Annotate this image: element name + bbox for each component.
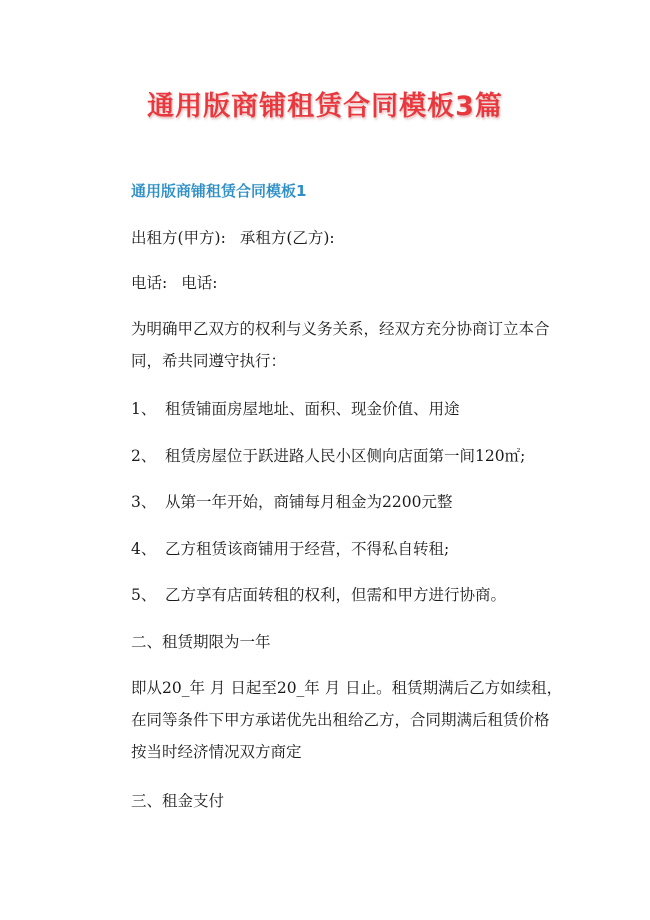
phones-line: [131, 267, 551, 299]
list-item-number: 3、: [131, 493, 157, 511]
list-item-number: 4、: [131, 540, 157, 558]
list-item: [131, 533, 571, 565]
term-paragraph: 即从20_年 月 日起至20_年 月 日止。租赁期满后乙方如续租，在同等条件下甲方承诺优先出租给乙方，合同期满后租赁价格按当时经济情况双方商定: [131, 679, 563, 761]
document-title: 通用版商铺租赁合同模板3篇: [147, 91, 503, 122]
section-title: 通用版商铺租赁合同模板1: [131, 182, 307, 200]
term-heading: 二、租赁期限为一年: [131, 633, 271, 651]
lessor-label: 出租方(甲方):: [131, 229, 226, 247]
list-item-number: 1、: [131, 400, 157, 418]
lessor-phone-label: 电话:: [131, 274, 168, 292]
list-item: [131, 393, 571, 425]
list-item-text: 租赁房屋位于跃进路人民小区侧向店面第一间120㎡;: [165, 447, 526, 465]
list-item-number: 5、: [131, 586, 157, 604]
lessee-phone-label: 电话:: [181, 274, 218, 292]
lessee-label: 承租方(乙方):: [239, 229, 335, 247]
list-item: [131, 486, 571, 518]
parties-line: [131, 222, 551, 254]
list-item-text: 从第一年开始，商铺每月租金为2200元整: [165, 493, 453, 511]
list-item-text: 乙方享有店面转租的权利，但需和甲方进行协商。: [165, 586, 507, 604]
list-item: [131, 579, 571, 611]
list-item: [131, 440, 571, 472]
payment-heading: 三、租金支付: [131, 792, 225, 810]
list-item-text: 乙方租赁该商铺用于经营，不得私自转租;: [165, 540, 450, 558]
list-item-number: 2、: [131, 447, 157, 465]
list-item-text: 租赁铺面房屋地址、面积、现金价值、用途: [165, 400, 460, 418]
intro-paragraph: 为明确甲乙双方的权利与义务关系，经双方充分协商订立本合同，希共同遵守执行：: [131, 320, 550, 370]
